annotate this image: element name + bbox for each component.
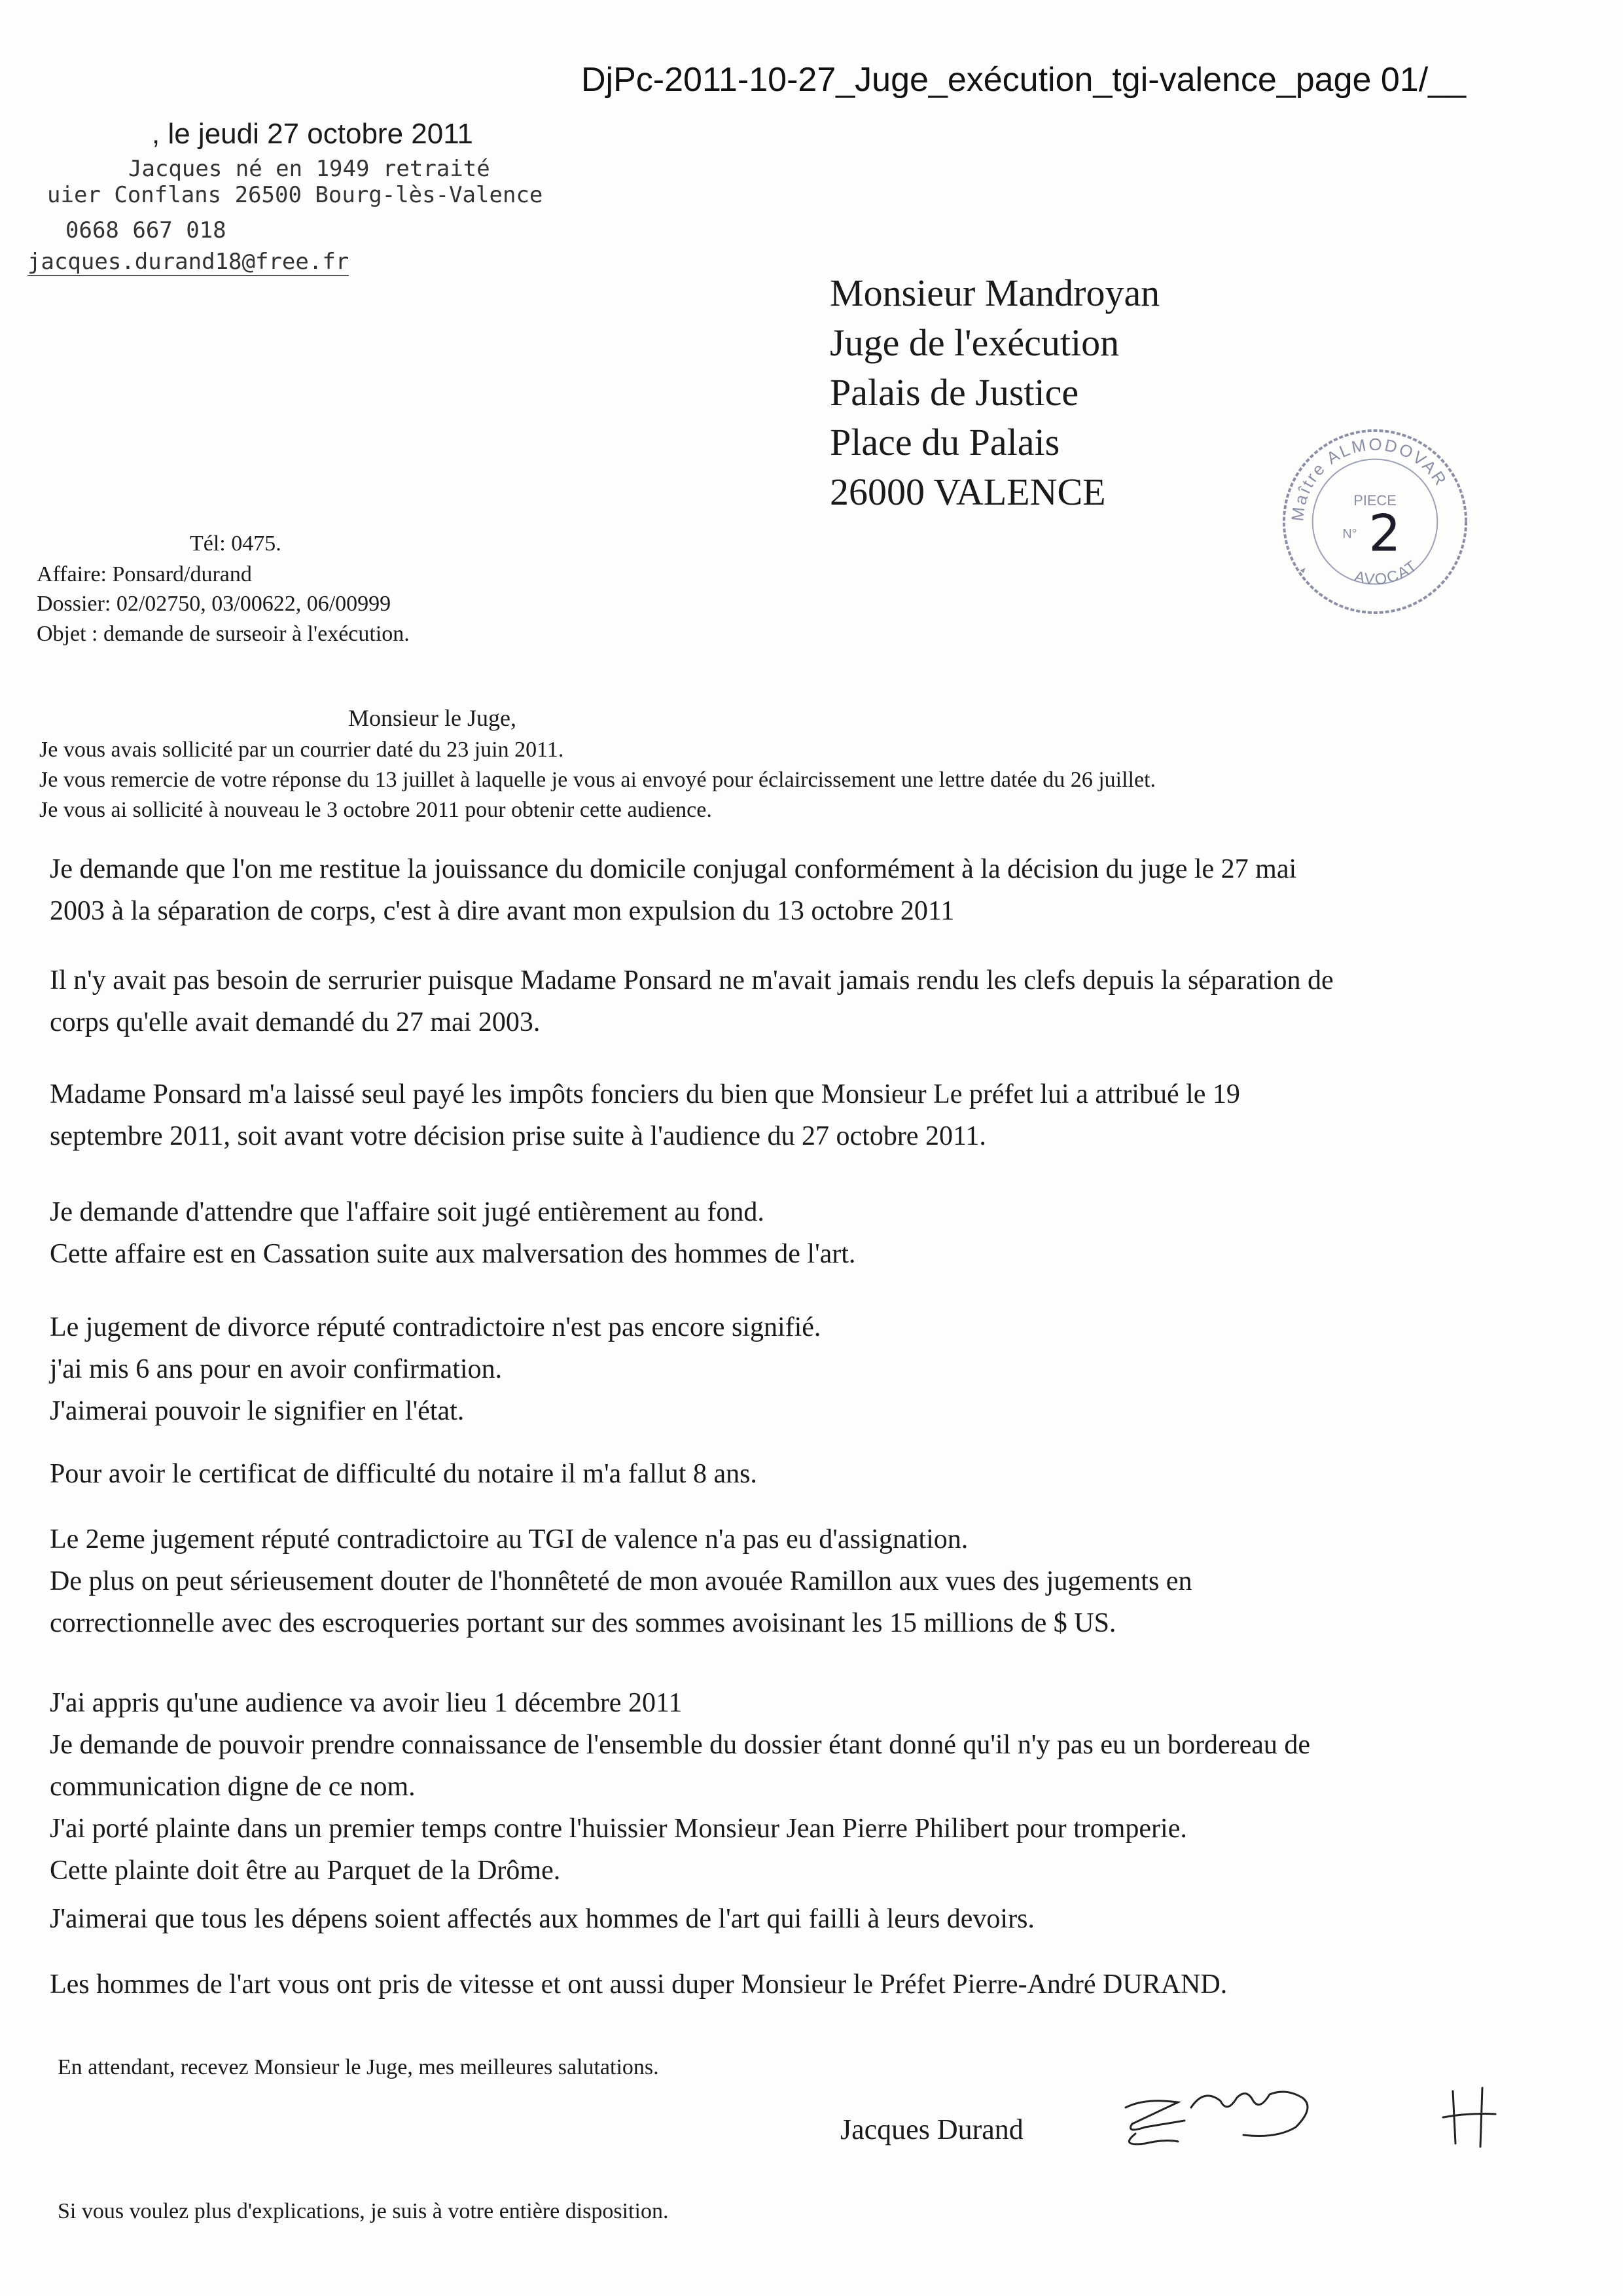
recipient-line: Juge de l'exécution: [830, 321, 1120, 364]
sender-address: uier Conflans 26500 Bourg-lès-Valence: [47, 182, 543, 208]
document-reference: DjPc-2011-10-27_Juge_exécution_tgi-valence_page 01/__: [581, 61, 1466, 99]
handwritten-initial: [1433, 2081, 1505, 2153]
paragraph-line: J'ai appris qu'une audience va avoir lieu 1 décembre 2011: [50, 1688, 683, 1718]
stamp-title: Maître ALMODOVAR: [1289, 435, 1451, 522]
meta-affaire: Affaire: Ponsard/durand: [37, 562, 252, 586]
paragraph-line: Le jugement de divorce réputé contradictoire n'est pas encore signifié.: [50, 1312, 821, 1342]
paragraph-line: Cette affaire est en Cassation suite aux malversation des hommes de l'art.: [50, 1239, 856, 1269]
body-paragraph: [50, 1073, 1594, 1157]
recipient-line: Place du Palais: [830, 421, 1060, 463]
paragraph-line: J'aimerai que tous les dépens soient affectés aux hommes de l'art qui failli à leurs devoirs.: [50, 1904, 1035, 1934]
body-paragraph: [50, 960, 1594, 1043]
paragraph-line: J'ai porté plainte dans un premier temps contre l'huissier Monsieur Jean Pierre Philibert pour tromperie.: [50, 1814, 1187, 1844]
footer-note: Si vous voulez plus d'explications, je suis à votre entière disposition.: [58, 2199, 669, 2223]
paragraph-line: Je demande que l'on me restitue la jouissance du domicile conjugal conformément à la décision du juge le 27 mai: [50, 854, 1297, 884]
paragraph-line: Cette plainte doit être au Parquet de la Drôme.: [50, 1856, 561, 1886]
body-paragraph: [50, 1191, 1594, 1275]
paragraph-line: corps qu'elle avait demandé du 27 mai 2003.: [50, 1007, 541, 1037]
recipient-line: Palais de Justice: [830, 371, 1079, 414]
paragraph-line: j'ai mis 6 ans pour en avoir confirmation.: [50, 1354, 503, 1384]
recipient-line: 26000 VALENCE: [830, 471, 1106, 513]
meta-tel: Tél: 0475.: [190, 531, 281, 556]
meta-objet: Objet : demande de surseoir à l'exécution.: [37, 622, 410, 646]
intro-line: Je vous ai sollicité à nouveau le 3 octobre 2011 pour obtenir cette audience.: [39, 798, 712, 822]
paragraph-line: J'aimerai pouvoir le signifier en l'état.: [50, 1396, 465, 1426]
paragraph-line: Il n'y avait pas besoin de serrurier puisque Madame Ponsard ne m'avait jamais rendu les clefs depuis la séparation de: [50, 965, 1334, 996]
paragraph-line: correctionnelle avec des escroqueries portant sur des sommes avoisinant les 15 millions de $ US.: [50, 1608, 1116, 1638]
body-paragraph: [50, 1518, 1594, 1644]
body-paragraph: [50, 1453, 1594, 1495]
body-paragraph: [50, 1964, 1594, 2005]
paragraph-line: septembre 2011, soit avant votre décision prise suite à l'audience du 27 octobre 2011.: [50, 1121, 986, 1151]
stamp-label: PIECE: [1353, 492, 1397, 509]
stamp-number: 2: [1368, 504, 1401, 564]
letter-date: , le jeudi 27 octobre 2011: [152, 118, 473, 150]
paragraph-line: Le 2eme jugement réputé contradictoire au TGI de valence n'a pas eu d'assignation.: [50, 1524, 969, 1554]
lawyer-stamp: [1277, 424, 1472, 619]
signer-name: Jacques Durand: [840, 2113, 1024, 2145]
recipient-address: [830, 268, 1160, 517]
recipient-line: Monsieur Mandroyan: [830, 272, 1160, 314]
intro-line: Je vous remercie de votre réponse du 13 juillet à laquelle je vous ai envoyé pour éclaircissement une lettre datée du 26 juillet.: [39, 768, 1156, 792]
sender-email: jacques.durand18@free.fr: [27, 249, 349, 275]
closing-formula: En attendant, recevez Monsieur le Juge, mes meilleures salutations.: [58, 2055, 659, 2079]
sender-phone: 0668 667 018: [65, 217, 226, 243]
sender-name: Jacques né en 1949 retraité: [128, 156, 490, 182]
paragraph-line: Les hommes de l'art vous ont pris de vitesse et ont aussi duper Monsieur le Préfet Pierre-André DURAND.: [50, 1969, 1228, 2000]
intro-line: Je vous avais sollicité par un courrier daté du 23 juin 2011.: [39, 738, 564, 762]
star-icon: [1300, 568, 1306, 573]
body-paragraph: [50, 1682, 1594, 1892]
handwritten-signature: [1106, 2062, 1329, 2160]
stamp-number-label: N°: [1342, 526, 1357, 541]
salutation: Monsieur le Juge,: [348, 705, 516, 731]
body-paragraph: [50, 1306, 1594, 1432]
body-paragraph: [50, 848, 1594, 932]
paragraph-line: 2003 à la séparation de corps, c'est à dire avant mon expulsion du 13 octobre 2011: [50, 896, 955, 926]
meta-dossier: Dossier: 02/02750, 03/00622, 06/00999: [37, 592, 391, 616]
paragraph-line: communication digne de ce nom.: [50, 1772, 416, 1802]
paragraph-line: Pour avoir le certificat de difficulté du notaire il m'a fallut 8 ans.: [50, 1459, 757, 1489]
paragraph-line: Madame Ponsard m'a laissé seul payé les impôts fonciers du bien que Monsieur Le préfet lui a attribué le 19: [50, 1079, 1240, 1109]
paragraph-line: Je demande de pouvoir prendre connaissance de l'ensemble du dossier étant donné qu'il n'y pas eu un bordereau de: [50, 1730, 1311, 1760]
stamp-subtitle: AVOCAT: [1352, 556, 1421, 589]
paragraph-line: De plus on peut sérieusement douter de l'honnêteté de mon avouée Ramillon aux vues des jugements en: [50, 1566, 1192, 1596]
paragraph-line: Je demande d'attendre que l'affaire soit jugé entièrement au fond.: [50, 1197, 764, 1227]
body-paragraph: [50, 1898, 1594, 1940]
